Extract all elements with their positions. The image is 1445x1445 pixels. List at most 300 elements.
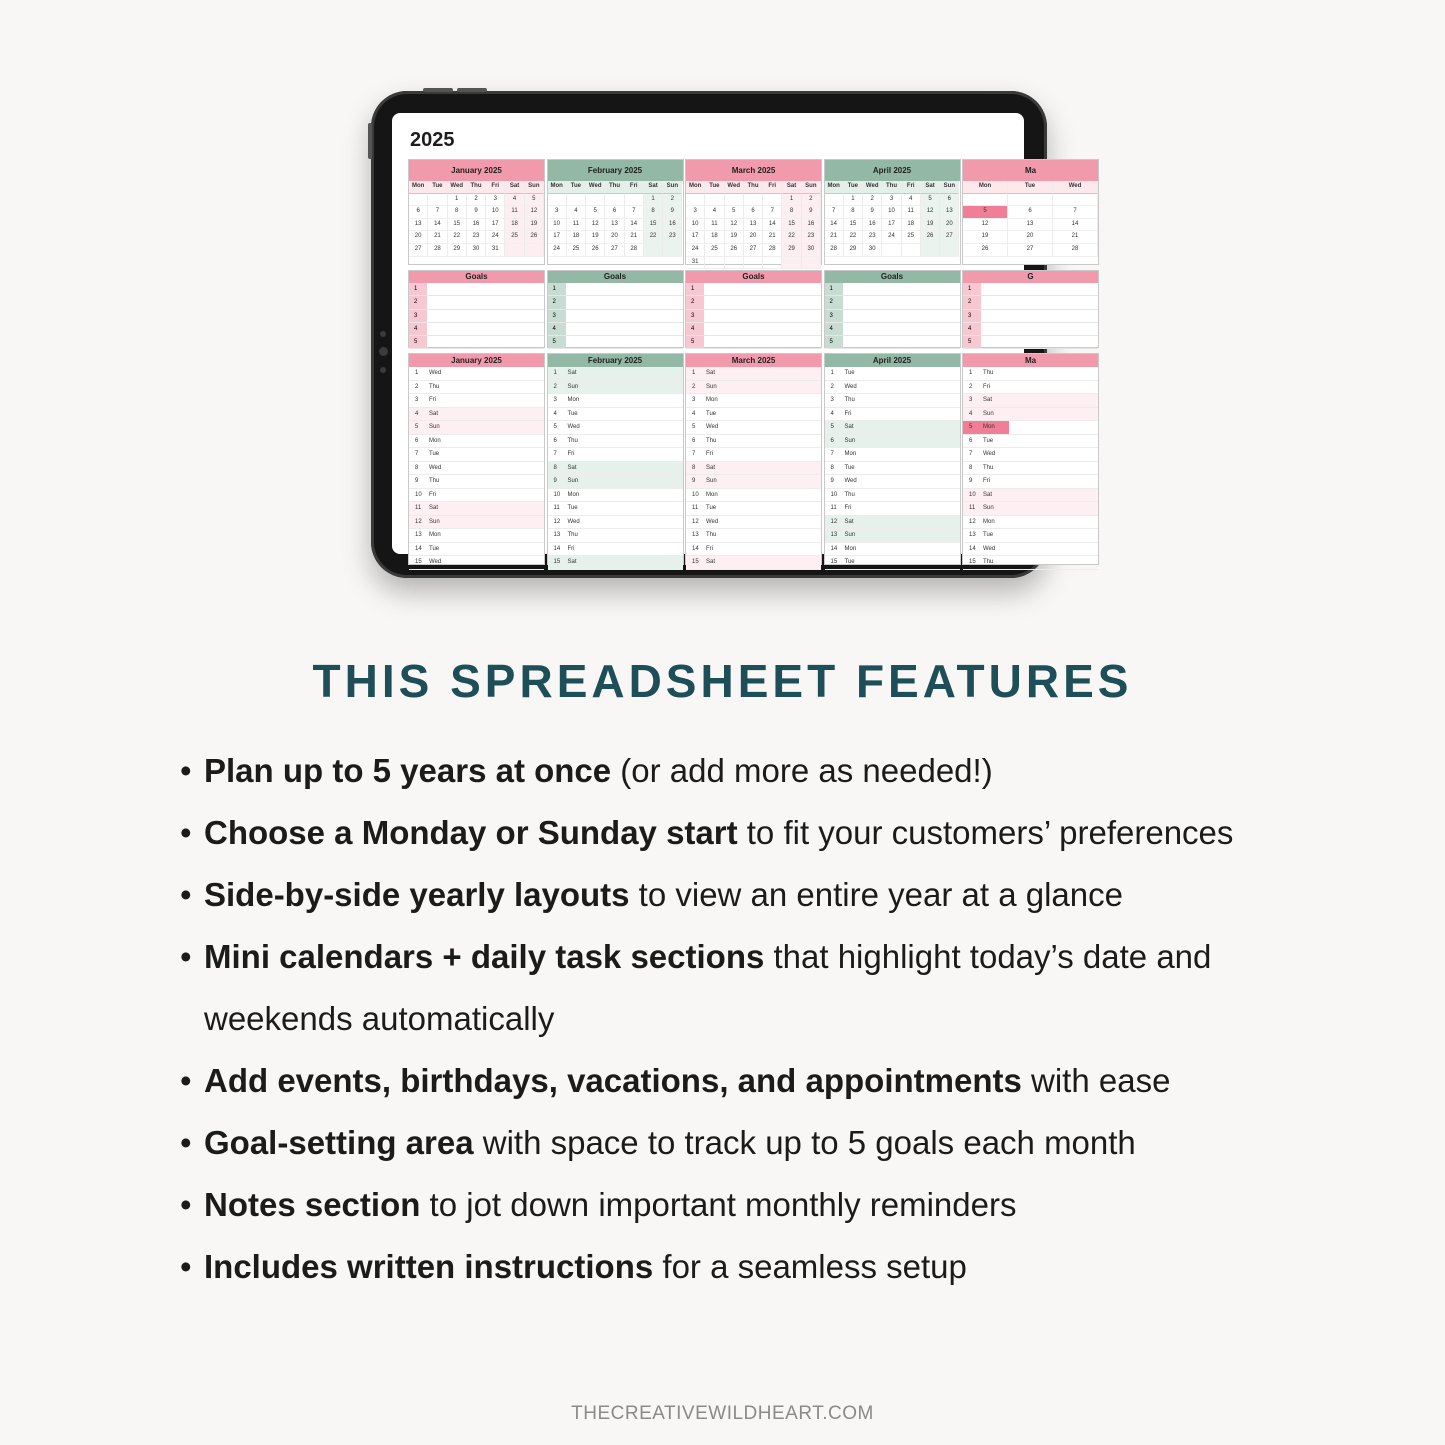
calendar-day: 10 [882, 206, 901, 219]
calendar-day: 26 [963, 244, 1008, 257]
day-weekday: Mon [706, 491, 718, 498]
calendar-day: 16 [663, 219, 682, 232]
weekday-label: Tue [705, 181, 724, 194]
task-field [455, 421, 544, 434]
daily-row [825, 475, 960, 489]
goal-row [825, 283, 960, 296]
day-number: 6 [830, 437, 834, 444]
daily-row [686, 502, 821, 516]
day-number: 1 [830, 370, 834, 376]
day-weekday: Mon [983, 518, 995, 525]
daily-row [963, 502, 1098, 516]
task-field [455, 394, 544, 407]
camera-dot [380, 331, 386, 337]
goals-header: G [963, 271, 1098, 283]
calendar-day: 27 [744, 244, 763, 257]
weekday-label: Sun [940, 181, 959, 194]
task-field [455, 489, 544, 502]
tablet-screen [392, 113, 1082, 565]
calendar-day: 31 [486, 244, 505, 257]
week-row [548, 244, 683, 257]
calendar-day: 16 [802, 219, 821, 232]
tablet-top-button [457, 88, 487, 92]
day-weekday: Sun [844, 437, 856, 444]
calendar-day: 12 [921, 206, 940, 219]
task-field [455, 462, 544, 475]
task-field [732, 516, 821, 529]
calendar-day [686, 194, 705, 207]
day-number: 1 [553, 370, 557, 376]
calendar-day: 23 [802, 231, 821, 244]
daily-row [548, 529, 683, 543]
bullet-icon: • [180, 752, 192, 789]
day-number: 7 [692, 451, 696, 457]
weekday-label: Tue [1008, 181, 1053, 194]
calendar-day: 23 [467, 231, 486, 244]
calendar-day: 5 [586, 206, 605, 219]
goal-number: 1 [825, 283, 843, 295]
calendar-day: 11 [567, 219, 586, 232]
calendar-day: 29 [448, 244, 467, 257]
daily-row [963, 556, 1098, 570]
day-number: 2 [969, 383, 973, 390]
goal-field [427, 296, 544, 308]
day-number: 4 [830, 410, 834, 417]
goal-row [409, 336, 544, 349]
mini-calendar [824, 159, 961, 265]
goal-row [963, 283, 1098, 296]
day-weekday: Tue [844, 464, 855, 471]
goal-number: 3 [686, 310, 704, 322]
daily-row [825, 408, 960, 422]
daily-row [686, 394, 821, 408]
goal-number: 2 [963, 296, 981, 308]
week-row [686, 244, 821, 257]
day-weekday: Thu [983, 464, 994, 471]
day-weekday: Sun [429, 424, 440, 430]
task-field [594, 408, 683, 421]
weekday-row [548, 181, 683, 194]
day-number: 13 [830, 532, 838, 538]
task-field [871, 367, 960, 380]
day-weekday: Tue [567, 505, 578, 511]
calendar-day: 17 [882, 219, 901, 232]
daily-row [825, 367, 960, 381]
goal-number: 5 [548, 336, 566, 348]
week-row [686, 219, 821, 232]
calendar-day: 27 [940, 231, 959, 244]
task-field [871, 435, 960, 448]
daily-row [409, 529, 544, 543]
goal-row [548, 310, 683, 323]
calendar-day: 26 [525, 231, 544, 244]
day-weekday: Thu [429, 478, 440, 484]
task-field [455, 502, 544, 515]
daily-row [825, 502, 960, 516]
calendar-day: 21 [625, 231, 644, 244]
calendar-day: 7 [428, 206, 447, 219]
day-weekday: Thu [983, 559, 994, 565]
goal-field [981, 323, 1098, 335]
daily-row [686, 367, 821, 381]
feature-text: to fit your customers’ preferences [737, 814, 1234, 851]
daily-row [963, 475, 1098, 489]
weekday-label: Thu [467, 181, 486, 194]
task-field [1009, 421, 1098, 434]
feature-bold: Goal-setting area [204, 1124, 474, 1161]
month-header: Ma [963, 160, 1098, 181]
calendar-day: 20 [409, 231, 428, 244]
daily-row [548, 516, 683, 530]
task-field [1009, 381, 1098, 394]
calendar-day: 6 [1008, 206, 1053, 219]
day-weekday: Wed [429, 464, 442, 471]
day-weekday: Tue [983, 532, 994, 538]
daily-row [686, 475, 821, 489]
week-row [963, 194, 1098, 207]
daily-tasks [547, 353, 684, 565]
calendar-day: 5 [921, 194, 940, 207]
day-number: 13 [415, 532, 422, 538]
day-weekday: Tue [844, 370, 855, 376]
calendar-day [963, 194, 1008, 207]
task-field [594, 421, 683, 434]
goal-row [825, 323, 960, 336]
calendar-day: 3 [686, 206, 705, 219]
task-field [732, 435, 821, 448]
task-field [871, 462, 960, 475]
calendar-day: 12 [586, 219, 605, 232]
goal-number: 1 [409, 283, 427, 295]
day-number: 6 [969, 437, 973, 444]
calendar-day: 16 [467, 219, 486, 232]
day-number: 7 [553, 451, 557, 457]
calendar-day: 12 [725, 219, 744, 232]
weekday-label: Sat [644, 181, 663, 194]
task-field [594, 529, 683, 542]
week-row [963, 244, 1098, 257]
feature-bold: Includes written instructions [204, 1248, 654, 1285]
calendar-day: 14 [825, 219, 844, 232]
day-number: 15 [415, 559, 422, 565]
calendar-day: 8 [448, 206, 467, 219]
calendar-day: 27 [409, 244, 428, 257]
weekday-label: Tue [844, 181, 863, 194]
day-weekday: Fri [567, 451, 575, 457]
month-header: March 2025 [686, 160, 821, 181]
feature-text: with ease [1021, 1062, 1171, 1099]
day-weekday: Thu [983, 370, 994, 376]
daily-row [686, 516, 821, 530]
task-field [1009, 475, 1098, 488]
day-weekday: Wed [429, 559, 442, 565]
calendar-day: 14 [763, 219, 782, 232]
goal-row [548, 336, 683, 349]
feature-item [180, 740, 1300, 802]
calendar-day: 21 [763, 231, 782, 244]
task-field [1009, 462, 1098, 475]
day-weekday: Wed [706, 424, 719, 430]
day-weekday: Sat [706, 370, 716, 376]
task-field [594, 462, 683, 475]
goal-row [409, 310, 544, 323]
calendar-day: 14 [428, 219, 447, 232]
daily-row [409, 475, 544, 489]
calendar-day: 13 [744, 219, 763, 232]
day-weekday: Sat [429, 410, 439, 417]
day-number: 5 [963, 421, 983, 434]
goal-field [843, 310, 960, 322]
goal-field [981, 296, 1098, 308]
calendar-day: 31 [686, 257, 705, 270]
daily-row [409, 367, 544, 381]
day-number: 4 [553, 410, 557, 417]
day-weekday: Sun [429, 518, 440, 525]
day-number: 6 [692, 437, 696, 444]
daily-row [963, 381, 1098, 395]
daily-row [825, 529, 960, 543]
task-field [871, 543, 960, 556]
calendar-day: 13 [605, 219, 624, 232]
day-weekday: Wed [983, 451, 996, 457]
daily-row [548, 502, 683, 516]
calendar-day: 1 [448, 194, 467, 207]
task-field [594, 381, 683, 394]
day-weekday: Sat [706, 559, 716, 565]
daily-row [825, 394, 960, 408]
day-number: 3 [830, 397, 834, 403]
week-row [686, 257, 821, 270]
calendar-day: 3 [882, 194, 901, 207]
goal-number: 1 [548, 283, 566, 295]
feature-bold: Notes section [204, 1186, 421, 1223]
goal-number: 4 [963, 323, 981, 335]
day-weekday: Mon [706, 397, 718, 403]
weekday-label: Wed [725, 181, 744, 194]
calendar-day: 21 [825, 231, 844, 244]
day-weekday: Wed [706, 518, 719, 525]
daily-tasks [962, 353, 1099, 565]
feature-item [180, 864, 1300, 926]
goal-row [409, 283, 544, 296]
calendar-day: 30 [863, 244, 882, 257]
goal-field [704, 296, 821, 308]
week-row [825, 219, 960, 232]
goals-header: Goals [825, 271, 960, 283]
tablet-side-button [368, 123, 372, 159]
day-number: 8 [692, 464, 696, 471]
daily-row [686, 421, 821, 435]
camera-lens [379, 347, 388, 356]
day-number: 8 [969, 464, 973, 471]
mini-calendar [962, 159, 1099, 265]
feature-item [180, 802, 1300, 864]
task-field [871, 502, 960, 515]
day-weekday: Fri [567, 545, 575, 552]
calendar-day: 4 [505, 194, 524, 207]
calendar-day: 17 [686, 231, 705, 244]
day-weekday: Wed [844, 478, 857, 484]
goal-number: 3 [409, 310, 427, 322]
daily-row [548, 489, 683, 503]
feature-bold: Add events, birthdays, vacations, and appointments [204, 1062, 1022, 1099]
weekday-label: Fri [486, 181, 505, 194]
day-number: 11 [415, 505, 422, 511]
goal-field [843, 323, 960, 335]
goal-row [825, 296, 960, 309]
task-field [732, 475, 821, 488]
calendar-day: 28 [428, 244, 447, 257]
calendar-day: 20 [1008, 231, 1053, 244]
weekday-label: Mon [548, 181, 567, 194]
goal-row [963, 336, 1098, 349]
calendar-day: 20 [744, 231, 763, 244]
day-number: 12 [415, 518, 422, 525]
daily-header: March 2025 [686, 354, 821, 367]
calendar-day: 25 [902, 231, 921, 244]
calendar-day: 19 [921, 219, 940, 232]
calendar-day: 6 [744, 206, 763, 219]
calendar-day: 12 [525, 206, 544, 219]
task-field [871, 529, 960, 542]
features-headline: THIS SPREADSHEET FEATURES [312, 655, 1133, 707]
goal-field [566, 323, 683, 335]
weekday-label: Mon [963, 181, 1008, 194]
calendar-day [763, 257, 782, 270]
task-field [732, 421, 821, 434]
task-field [455, 408, 544, 421]
task-field [871, 489, 960, 502]
daily-row [963, 489, 1098, 503]
daily-tasks [408, 353, 545, 565]
day-weekday: Sat [429, 505, 439, 511]
daily-row [963, 408, 1098, 422]
calendar-day: 28 [763, 244, 782, 257]
calendar-day: 11 [705, 219, 724, 232]
day-number: 6 [553, 437, 557, 444]
day-weekday: Tue [844, 559, 855, 565]
week-row [409, 219, 544, 232]
weekday-label: Mon [825, 181, 844, 194]
calendar-day: 5 [963, 206, 1008, 219]
day-number: 12 [692, 518, 699, 525]
calendar-day: 18 [505, 219, 524, 232]
bullet-icon: • [180, 1248, 192, 1285]
day-weekday: Sun [844, 532, 856, 538]
calendar-day: 4 [705, 206, 724, 219]
goal-field [427, 336, 544, 348]
day-number: 7 [830, 451, 834, 457]
goal-row [409, 296, 544, 309]
day-weekday: Tue [567, 410, 578, 417]
calendar-day: 15 [782, 219, 801, 232]
task-field [455, 516, 544, 529]
day-number: 9 [415, 478, 419, 484]
calendar-day: 3 [486, 194, 505, 207]
week-row [963, 206, 1098, 219]
goal-field [704, 310, 821, 322]
goals-header: Goals [409, 271, 544, 283]
week-row [548, 219, 683, 232]
calendar-day: 10 [486, 206, 505, 219]
daily-row [686, 543, 821, 557]
goals-section [408, 270, 545, 348]
task-field [594, 543, 683, 556]
day-number: 8 [553, 464, 557, 471]
calendar-day: 20 [940, 219, 959, 232]
bullet-icon: • [180, 1124, 192, 1161]
calendar-day [763, 194, 782, 207]
calendar-day: 29 [844, 244, 863, 257]
bullet-icon: • [180, 938, 192, 975]
day-number: 11 [692, 505, 699, 511]
day-number: 11 [969, 505, 976, 511]
goal-number: 2 [409, 296, 427, 308]
day-number: 9 [553, 478, 557, 484]
daily-row [825, 556, 960, 570]
footer-website: THECREATIVEWILDHEART.COM [571, 1403, 874, 1424]
day-weekday: Tue [983, 437, 994, 444]
calendar-day: 22 [844, 231, 863, 244]
daily-row [548, 448, 683, 462]
calendar-day [1053, 194, 1098, 207]
daily-row [825, 381, 960, 395]
feature-bold: Choose a Monday or Sunday start [204, 814, 738, 851]
goal-number: 3 [963, 310, 981, 322]
daily-row [686, 529, 821, 543]
weekday-label: Wed [1053, 181, 1098, 194]
goal-number: 4 [686, 323, 704, 335]
calendar-day: 25 [505, 231, 524, 244]
day-number: 14 [830, 545, 838, 552]
calendar-day: 10 [548, 219, 567, 232]
mini-calendar [685, 159, 822, 265]
goal-row [548, 323, 683, 336]
daily-row [825, 462, 960, 476]
day-number: 5 [415, 424, 419, 430]
daily-row [686, 435, 821, 449]
daily-row [548, 543, 683, 557]
day-number: 13 [692, 532, 699, 538]
daily-row [963, 516, 1098, 530]
calendar-day: 6 [605, 206, 624, 219]
day-weekday: Fri [706, 545, 713, 552]
day-weekday: Mon [429, 532, 441, 538]
calendar-day [921, 244, 940, 257]
weekday-row [686, 181, 821, 194]
goal-field [566, 283, 683, 295]
calendar-day: 17 [486, 219, 505, 232]
day-number: 10 [969, 491, 976, 498]
calendar-day [902, 244, 921, 257]
task-field [732, 462, 821, 475]
task-field [1009, 408, 1098, 421]
calendar-day [525, 244, 544, 257]
weekday-label: Thu [744, 181, 763, 194]
calendar-day [940, 244, 959, 257]
calendar-day: 2 [663, 194, 682, 207]
calendar-day: 1 [644, 194, 663, 207]
daily-row [963, 529, 1098, 543]
daily-row [686, 556, 821, 570]
calendar-day: 11 [902, 206, 921, 219]
goal-row [963, 296, 1098, 309]
weekday-label: Sat [921, 181, 940, 194]
weekday-row [963, 181, 1098, 194]
daily-row [825, 489, 960, 503]
calendar-day: 15 [448, 219, 467, 232]
day-weekday: Mon [429, 437, 441, 444]
